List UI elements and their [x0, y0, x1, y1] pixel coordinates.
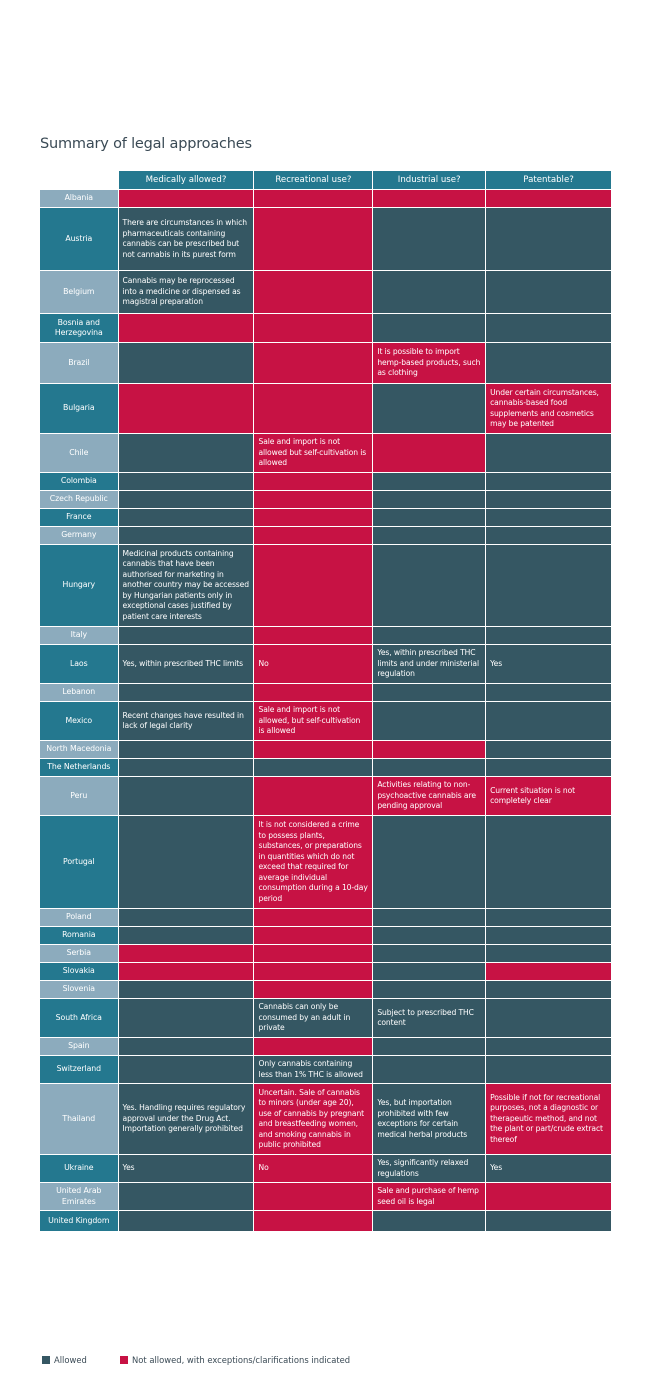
patentable-cell: [486, 1211, 611, 1231]
recreational-use-cell: [254, 684, 372, 701]
industrial-use-cell: [373, 816, 485, 908]
industrial-use-cell: [373, 271, 485, 313]
recreational-use-cell: Cannabis can only be consumed by an adult in private: [254, 999, 372, 1037]
medically-allowed-cell: [119, 759, 254, 776]
industrial-use-cell: [373, 741, 485, 758]
country-cell: Czech Republic: [40, 491, 118, 508]
industrial-use-cell: [373, 384, 485, 433]
country-cell: Colombia: [40, 473, 118, 490]
medically-allowed-cell: Yes: [119, 1155, 254, 1182]
country-cell: France: [40, 509, 118, 526]
patentable-cell: [486, 343, 611, 383]
medically-allowed-cell: [119, 314, 254, 342]
recreational-use-cell: [254, 1183, 372, 1210]
country-cell: North Macedonia: [40, 741, 118, 758]
table-row: [40, 491, 611, 508]
medically-allowed-cell: [119, 981, 254, 998]
patentable-cell: [486, 945, 611, 962]
country-cell: Thailand: [40, 1084, 118, 1154]
patentable-cell: [486, 999, 611, 1037]
medically-allowed-cell: [119, 190, 254, 207]
country-cell: United Arab Emirates: [40, 1183, 118, 1210]
industrial-use-cell: [373, 434, 485, 472]
legal-approaches-table: [39, 170, 612, 1232]
patentable-cell: [486, 527, 611, 544]
recreational-use-cell: [254, 741, 372, 758]
country-cell: Switzerland: [40, 1056, 118, 1083]
not-allowed-swatch-icon: [120, 1356, 128, 1364]
header-blank: [40, 171, 118, 189]
patentable-cell: [486, 909, 611, 926]
header-recreational-use: Recreational use?: [254, 171, 372, 189]
industrial-use-cell: [373, 1056, 485, 1083]
country-cell: The Netherlands: [40, 759, 118, 776]
table-row: [40, 1084, 611, 1154]
recreational-use-cell: [254, 473, 372, 490]
medically-allowed-cell: Recent changes have resulted in lack of legal clarity: [119, 702, 254, 740]
table-row: [40, 816, 611, 908]
country-cell: Slovakia: [40, 963, 118, 980]
patentable-cell: [486, 702, 611, 740]
recreational-use-cell: [254, 343, 372, 383]
country-cell: Laos: [40, 645, 118, 683]
table-row: [40, 645, 611, 683]
recreational-use-cell: [254, 190, 372, 207]
header-medically-allowed: Medically allowed?: [119, 171, 254, 189]
patentable-cell: [486, 927, 611, 944]
country-cell: Ukraine: [40, 1155, 118, 1182]
medically-allowed-cell: Yes, within prescribed THC limits: [119, 645, 254, 683]
medically-allowed-cell: [119, 343, 254, 383]
table-row: [40, 190, 611, 207]
table-row: [40, 927, 611, 944]
patentable-cell: [486, 1183, 611, 1210]
country-cell: Serbia: [40, 945, 118, 962]
patentable-cell: Yes: [486, 645, 611, 683]
recreational-use-cell: [254, 491, 372, 508]
medically-allowed-cell: [119, 509, 254, 526]
recreational-use-cell: Sale and import is not allowed but self-cultivation is allowed: [254, 434, 372, 472]
medically-allowed-cell: [119, 816, 254, 908]
recreational-use-cell: [254, 1211, 372, 1231]
medically-allowed-cell: [119, 527, 254, 544]
country-cell: Albania: [40, 190, 118, 207]
patentable-cell: [486, 434, 611, 472]
recreational-use-cell: Only cannabis containing less than 1% THC is allowed: [254, 1056, 372, 1083]
recreational-use-cell: No: [254, 1155, 372, 1182]
allowed-swatch-icon: [42, 1356, 50, 1364]
country-cell: Brazil: [40, 343, 118, 383]
table-row: [40, 384, 611, 433]
industrial-use-cell: Yes, but importation prohibited with few exceptions for certain medical herbal products: [373, 1084, 485, 1154]
industrial-use-cell: Subject to prescribed THC content: [373, 999, 485, 1037]
patentable-cell: [486, 473, 611, 490]
country-cell: South Africa: [40, 999, 118, 1037]
medically-allowed-cell: Medicinal products containing cannabis that have been authorised for marketing in another country may be accessed by Hungarian patients only in exceptional cases justified by patient care interests: [119, 545, 254, 626]
recreational-use-cell: [254, 314, 372, 342]
recreational-use-cell: [254, 777, 372, 815]
medically-allowed-cell: [119, 1183, 254, 1210]
industrial-use-cell: [373, 1038, 485, 1055]
table-row: [40, 1038, 611, 1055]
medically-allowed-cell: Cannabis may be reprocessed into a medicine or dispensed as magistral preparation: [119, 271, 254, 313]
table-row: [40, 1155, 611, 1182]
table-row: [40, 1056, 611, 1083]
industrial-use-cell: [373, 927, 485, 944]
patentable-cell: [486, 627, 611, 644]
recreational-use-cell: [254, 759, 372, 776]
table-row: [40, 1211, 611, 1231]
patentable-cell: [486, 684, 611, 701]
recreational-use-cell: [254, 927, 372, 944]
patentable-cell: Under certain circumstances, cannabis-based food supplements and cosmetics may be patented: [486, 384, 611, 433]
country-cell: Germany: [40, 527, 118, 544]
table-row: [40, 963, 611, 980]
recreational-use-cell: [254, 208, 372, 270]
medically-allowed-cell: [119, 777, 254, 815]
country-cell: Lebanon: [40, 684, 118, 701]
table-row: [40, 777, 611, 815]
industrial-use-cell: [373, 1211, 485, 1231]
legend-allowed: [42, 1355, 87, 1365]
recreational-use-cell: [254, 627, 372, 644]
industrial-use-cell: [373, 545, 485, 626]
country-cell: Austria: [40, 208, 118, 270]
industrial-use-cell: Activities relating to non-psychoactive cannabis are pending approval: [373, 777, 485, 815]
patentable-cell: Yes: [486, 1155, 611, 1182]
industrial-use-cell: [373, 473, 485, 490]
medically-allowed-cell: [119, 945, 254, 962]
medically-allowed-cell: [119, 741, 254, 758]
country-cell: Romania: [40, 927, 118, 944]
medically-allowed-cell: [119, 491, 254, 508]
recreational-use-cell: It is not considered a crime to possess plants, substances, or preparations in quantities which do not exceed that required for average individual consumption during a 10-day period: [254, 816, 372, 908]
recreational-use-cell: Sale and import is not allowed, but self-cultivation is allowed: [254, 702, 372, 740]
table-row: [40, 702, 611, 740]
industrial-use-cell: [373, 314, 485, 342]
industrial-use-cell: [373, 909, 485, 926]
table-row: [40, 208, 611, 270]
table-body: [40, 190, 611, 1231]
recreational-use-cell: Uncertain. Sale of cannabis to minors (under age 20), use of cannabis by pregnant and breastfeeding women, and smoking cannabis in public prohibited: [254, 1084, 372, 1154]
table-row: [40, 741, 611, 758]
medically-allowed-cell: [119, 473, 254, 490]
table-row: [40, 271, 611, 313]
industrial-use-cell: [373, 190, 485, 207]
industrial-use-cell: [373, 527, 485, 544]
patentable-cell: [486, 1038, 611, 1055]
medically-allowed-cell: There are circumstances in which pharmaceuticals containing cannabis can be prescribed but not cannabis in its purest form: [119, 208, 254, 270]
table-row: [40, 314, 611, 342]
industrial-use-cell: [373, 627, 485, 644]
patentable-cell: [486, 271, 611, 313]
country-cell: Chile: [40, 434, 118, 472]
country-cell: Portugal: [40, 816, 118, 908]
industrial-use-cell: [373, 509, 485, 526]
industrial-use-cell: [373, 981, 485, 998]
recreational-use-cell: [254, 945, 372, 962]
recreational-use-cell: [254, 1038, 372, 1055]
recreational-use-cell: [254, 909, 372, 926]
medically-allowed-cell: [119, 963, 254, 980]
medically-allowed-cell: Yes. Handling requires regulatory approval under the Drug Act. Importation generally prohibited: [119, 1084, 254, 1154]
patentable-cell: [486, 741, 611, 758]
patentable-cell: [486, 208, 611, 270]
country-cell: Bulgaria: [40, 384, 118, 433]
medically-allowed-cell: [119, 999, 254, 1037]
table-row: [40, 945, 611, 962]
legend-allowed-label: Allowed: [54, 1355, 87, 1365]
medically-allowed-cell: [119, 384, 254, 433]
country-cell: Belgium: [40, 271, 118, 313]
country-cell: Poland: [40, 909, 118, 926]
medically-allowed-cell: [119, 684, 254, 701]
industrial-use-cell: [373, 491, 485, 508]
table-row: [40, 909, 611, 926]
table-row: [40, 434, 611, 472]
table-row: [40, 999, 611, 1037]
patentable-cell: [486, 981, 611, 998]
country-cell: Peru: [40, 777, 118, 815]
country-cell: Slovenia: [40, 981, 118, 998]
industrial-use-cell: It is possible to import hemp-based products, such as clothing: [373, 343, 485, 383]
country-cell: Mexico: [40, 702, 118, 740]
table-row: [40, 343, 611, 383]
country-cell: Spain: [40, 1038, 118, 1055]
table-row: [40, 684, 611, 701]
header-row: [40, 171, 611, 189]
country-cell: Hungary: [40, 545, 118, 626]
page-title: Summary of legal approaches: [40, 136, 252, 152]
industrial-use-cell: Yes, significantly relaxed regulations: [373, 1155, 485, 1182]
table-row: [40, 1183, 611, 1210]
patentable-cell: [486, 545, 611, 626]
industrial-use-cell: [373, 208, 485, 270]
patentable-cell: Current situation is not completely clear: [486, 777, 611, 815]
patentable-cell: [486, 816, 611, 908]
industrial-use-cell: [373, 963, 485, 980]
country-cell: Bosnia and Herzegovina: [40, 314, 118, 342]
recreational-use-cell: [254, 545, 372, 626]
industrial-use-cell: Sale and purchase of hemp seed oil is legal: [373, 1183, 485, 1210]
industrial-use-cell: [373, 945, 485, 962]
recreational-use-cell: [254, 509, 372, 526]
patentable-cell: [486, 314, 611, 342]
medically-allowed-cell: [119, 1211, 254, 1231]
patentable-cell: Possible if not for recreational purposes, not a diagnostic or therapeutic method, and not the plant or part/crude extract thereof: [486, 1084, 611, 1154]
medically-allowed-cell: [119, 1056, 254, 1083]
legend-not-allowed: [120, 1355, 350, 1365]
patentable-cell: [486, 759, 611, 776]
table-row: [40, 545, 611, 626]
recreational-use-cell: [254, 384, 372, 433]
country-cell: Italy: [40, 627, 118, 644]
header-industrial-use: Industrial use?: [373, 171, 485, 189]
patentable-cell: [486, 1056, 611, 1083]
medically-allowed-cell: [119, 927, 254, 944]
industrial-use-cell: Yes, within prescribed THC limits and under ministerial regulation: [373, 645, 485, 683]
industrial-use-cell: [373, 759, 485, 776]
patentable-cell: [486, 963, 611, 980]
patentable-cell: [486, 190, 611, 207]
table-row: [40, 509, 611, 526]
medically-allowed-cell: [119, 627, 254, 644]
medically-allowed-cell: [119, 1038, 254, 1055]
recreational-use-cell: [254, 527, 372, 544]
medically-allowed-cell: [119, 434, 254, 472]
industrial-use-cell: [373, 702, 485, 740]
table-row: [40, 981, 611, 998]
recreational-use-cell: [254, 271, 372, 313]
table-row: [40, 527, 611, 544]
table-row: [40, 473, 611, 490]
medically-allowed-cell: [119, 909, 254, 926]
patentable-cell: [486, 509, 611, 526]
table-row: [40, 759, 611, 776]
recreational-use-cell: No: [254, 645, 372, 683]
recreational-use-cell: [254, 963, 372, 980]
industrial-use-cell: [373, 684, 485, 701]
recreational-use-cell: [254, 981, 372, 998]
legend-not-allowed-label: Not allowed, with exceptions/clarifications indicated: [132, 1355, 351, 1365]
patentable-cell: [486, 491, 611, 508]
table-row: [40, 627, 611, 644]
header-patentable: Patentable?: [486, 171, 611, 189]
country-cell: United Kingdom: [40, 1211, 118, 1231]
